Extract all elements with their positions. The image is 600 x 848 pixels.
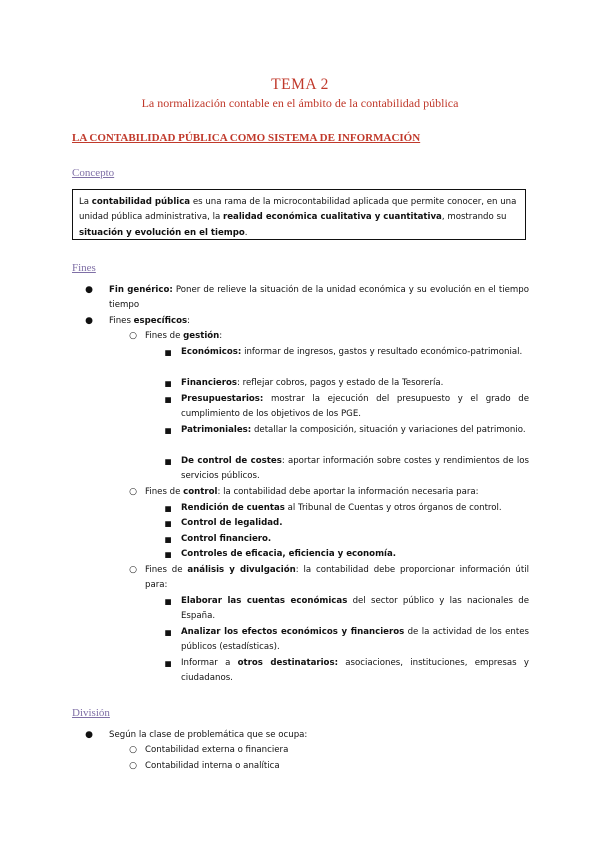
disc-bullet-icon: ● xyxy=(85,285,93,295)
circle-bullet-icon: ○ xyxy=(129,761,137,771)
page-subtitle: La normalización contable en el ámbito de la contabilidad pública xyxy=(141,96,459,110)
circle-bullet-icon: ○ xyxy=(129,487,137,497)
square-bullet-icon: ■ xyxy=(164,504,172,513)
list-item-contabilidad-interna: Contabilidad interna o analítica xyxy=(145,761,280,771)
square-bullet-icon: ■ xyxy=(164,426,172,435)
circle-bullet-icon: ○ xyxy=(129,331,137,341)
definition-term: contabilidad pública xyxy=(91,197,191,207)
concepto-heading: Concepto xyxy=(72,167,115,179)
list-item-elaborar-cuentas: Elaborar las cuentas económicas del sector público y las nacionales de España. xyxy=(181,596,529,622)
list-item-division: Según la clase de problemática que se ocupa: xyxy=(109,730,308,740)
disc-bullet-icon: ● xyxy=(85,730,93,740)
definition-text: . xyxy=(244,227,248,238)
list-item-rendicion-cuentas: Rendición de cuentas al Tribunal de Cuentas y otros órganos de control. xyxy=(181,503,502,513)
list-item-fines-control: Fines de control: la contabilidad debe aportar la información necesaria para: xyxy=(145,487,479,497)
square-bullet-icon: ■ xyxy=(164,519,172,528)
square-bullet-icon: ■ xyxy=(164,379,172,388)
list-item-economicos: Económicos: informar de ingresos, gastos y resultado económico-patrimonial. xyxy=(181,347,523,357)
concepto-definition-box xyxy=(72,189,526,240)
list-item-fin-generico-continued: tiempo xyxy=(109,300,140,310)
list-item-controles-eficacia: Controles de eficacia, eficiencia y economía. xyxy=(181,549,397,559)
definition-text: La xyxy=(79,197,92,207)
square-bullet-icon: ■ xyxy=(164,535,172,544)
fines-heading: Fines xyxy=(72,262,96,274)
section-heading: LA CONTABILIDAD PÚBLICA COMO SISTEMA DE INFORMACIÓN xyxy=(72,132,421,144)
definition-text: es una rama de la microcontabilidad aplicada que permite conocer, en una unidad pública administrativa, la xyxy=(79,197,517,223)
list-item-contabilidad-externa: Contabilidad externa o financiera xyxy=(145,745,289,755)
square-bullet-icon: ■ xyxy=(164,628,172,637)
circle-bullet-icon: ○ xyxy=(129,745,137,755)
square-bullet-icon: ■ xyxy=(164,457,172,466)
list-item-fin-generico: Fin genérico: Poner de relieve la situación de la unidad económica y su evolución en el tiempo xyxy=(109,285,529,295)
disc-bullet-icon: ● xyxy=(85,316,93,326)
circle-bullet-icon: ○ xyxy=(129,565,137,575)
list-item-analizar-efectos: Analizar los efectos económicos y financieros de la actividad de los entes públicos (estadísticas). xyxy=(181,627,529,653)
division-heading: División xyxy=(72,707,110,719)
list-item-fines-especificos: Fines específicos: xyxy=(109,316,191,326)
definition-text: , mostrando su xyxy=(441,212,507,223)
square-bullet-icon: ■ xyxy=(164,659,172,668)
square-bullet-icon: ■ xyxy=(164,348,172,357)
definition-term: realidad económica cualitativa y cuantitativa xyxy=(222,212,442,223)
page-title: TEMA 2 xyxy=(271,76,329,93)
list-item-control-costes: De control de costes: aportar información sobre costes y rendimientos de los servicios públicos. xyxy=(181,456,529,482)
list-item-financieros: Financieros: reflejar cobros, pagos y estado de la Tesorería. xyxy=(181,378,444,388)
list-item-control-financiero: Control financiero. xyxy=(181,534,272,544)
definition-term: situación y evolución en el tiempo xyxy=(79,227,245,238)
square-bullet-icon: ■ xyxy=(164,597,172,606)
list-item-informar-destinatarios: Informar a otros destinatarios: asociaciones, instituciones, empresas y ciudadanos. xyxy=(181,658,530,684)
square-bullet-icon: ■ xyxy=(164,550,172,559)
list-item-fines-analisis: Fines de análisis y divulgación: la contabilidad debe proporcionar información útil para: xyxy=(145,565,530,591)
list-item-patrimoniales: Patrimoniales: detallar la composición, situación y variaciones del patrimonio. xyxy=(181,425,526,435)
list-item-presupuestarios: Presupuestarios: mostrar la ejecución del presupuesto y el grado de cumplimiento de los objetivos de los PGE. xyxy=(181,394,529,420)
list-item-fines-gestion: Fines de gestión: xyxy=(145,331,223,341)
list-item-control-legalidad: Control de legalidad. xyxy=(181,518,283,528)
square-bullet-icon: ■ xyxy=(164,395,172,404)
